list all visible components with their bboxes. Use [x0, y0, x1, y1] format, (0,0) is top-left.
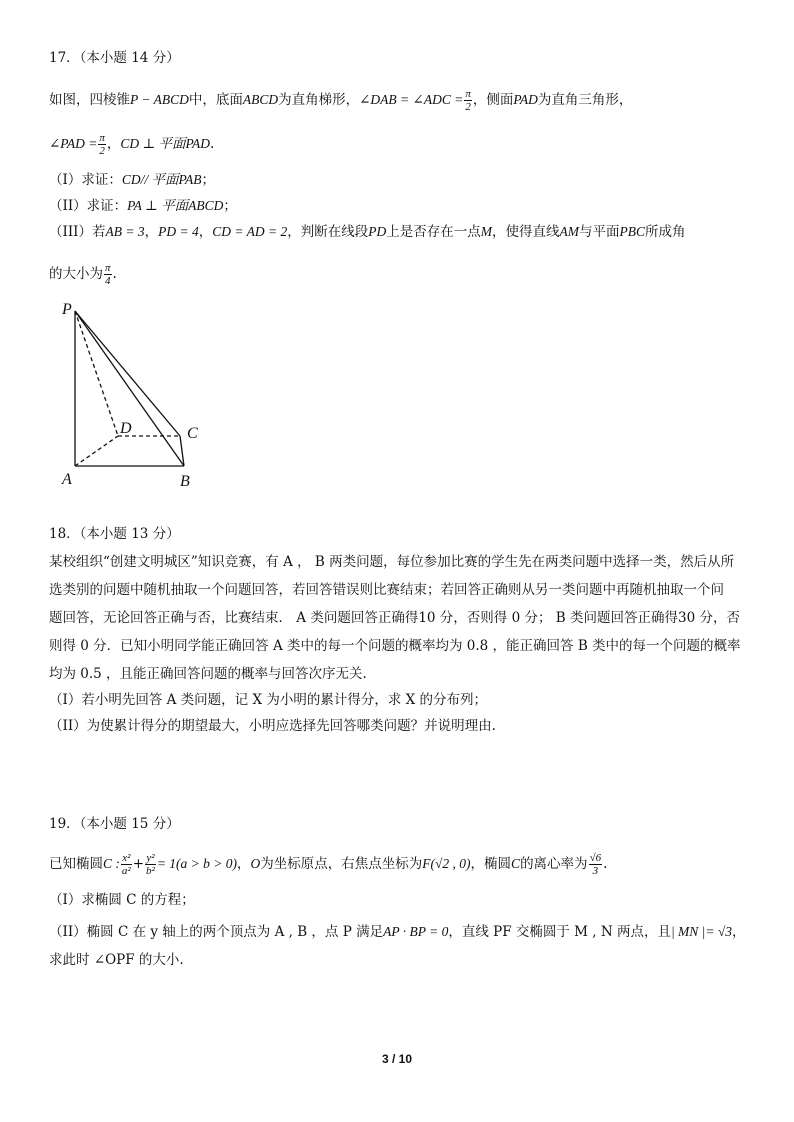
q18-heading: 18．（本小题 13 分） [49, 526, 180, 542]
math: C [511, 856, 521, 871]
math: | MN |= √3 [670, 924, 733, 939]
edge-PD [75, 311, 118, 436]
q18-line4: 则得 0 分．已知小明同学能正确回答 A 类中的每一个问题的概率均为 0.8 ，能正确回答 B 类中的每一个问题的概率 [49, 638, 741, 654]
edge-PB [75, 311, 184, 466]
math: PBC [619, 224, 645, 239]
q17-part1 [49, 170, 749, 190]
text: ，使得直线 [491, 224, 560, 240]
denominator: 4 [105, 275, 111, 287]
math: P − ABCD [130, 92, 189, 107]
text: ； [201, 172, 215, 188]
text: ， [198, 224, 213, 240]
text: 与平面 [578, 224, 620, 240]
fraction-pi-over-4 [104, 262, 112, 287]
label-D: D [120, 420, 132, 437]
math: C : [103, 856, 120, 871]
q17-line1 [49, 88, 749, 113]
pyramid-figure [50, 296, 220, 496]
math: PAD [513, 92, 538, 107]
text: 所成角 [644, 224, 686, 240]
q18-line1: 某校组织“创建文明城区”知识竞赛，有 A ， B 两类问题，每位参加比赛的学生先在两类问题中选择一类，然后从所 [49, 554, 735, 570]
text: 的大小为 [49, 266, 103, 282]
denominator: b² [146, 865, 155, 877]
q18-line2: 选类别的问题中随机抽取一个问题回答，若回答错误则比赛结束；若回答正确则从另一类问题中再随机抽取一个问 [49, 582, 724, 598]
fraction-pi-over-2 [98, 132, 106, 157]
math: AB = 3 [105, 224, 145, 239]
math: = 1(a > b > 0) [156, 856, 238, 871]
text: ，直线 PF 交椭圆于 M , N 两点，且 [448, 924, 671, 940]
math: AP · BP = 0 [383, 924, 449, 939]
numerator: y² [146, 852, 155, 864]
math: ∠DAB = ∠ADC = [359, 92, 464, 107]
text: 上是否存在一点 [386, 224, 481, 240]
text: . [603, 856, 608, 872]
text: 如图，四棱锥 [49, 92, 130, 108]
math: AM [559, 224, 579, 239]
numerator: π [465, 88, 471, 100]
text: 的离心率为 [520, 856, 588, 872]
fraction-x2-over-a2 [121, 852, 132, 877]
text: . [112, 266, 117, 282]
text: （II）求证： [49, 198, 128, 214]
fraction-sqrt6-over-3 [589, 852, 603, 877]
text: ， [144, 224, 159, 240]
text: 为直角梯形， [278, 92, 360, 108]
q19-part2 [49, 922, 749, 942]
q18-part1: （I）若小明先回答 A 类问题，记 X 为小明的累计得分，求 X 的分布列； [49, 692, 488, 708]
q19-part1: （I）求椭圆 C 的方程； [49, 892, 195, 908]
text: + [132, 856, 144, 872]
text: （I）求证： [49, 172, 122, 188]
q17-part3 [49, 222, 749, 242]
math: CD ⊥ 平面PAD [120, 136, 211, 151]
math: ABCD [242, 92, 279, 107]
label-B: B [180, 473, 190, 490]
text: ； [223, 198, 237, 214]
q19-heading: 19．（本小题 15 分） [49, 816, 180, 832]
numerator: x² [122, 852, 131, 864]
math: M [480, 224, 492, 239]
denominator: a² [121, 865, 131, 877]
math: PD = 4 [158, 224, 199, 239]
text: ，判断在线段 [287, 224, 369, 240]
math: F(√2 , 0) [422, 856, 471, 871]
math: PD [368, 224, 387, 239]
fraction-y2-over-b2 [145, 852, 156, 877]
q19-line1 [49, 852, 749, 877]
math: CD = AD = 2 [212, 224, 288, 239]
text: （II）椭圆 C 在 y 轴上的两个顶点为 A , B ，点 P 满足 [49, 924, 384, 940]
text: 中，底面 [188, 92, 243, 108]
text: （III）若 [49, 224, 106, 240]
math: PA ⊥ 平面ABCD [127, 198, 224, 213]
text: 为坐标原点，右焦点坐标为 [260, 856, 423, 872]
label-C: C [187, 425, 198, 442]
text: ，椭圆 [470, 856, 512, 872]
edge-PC [75, 311, 180, 436]
math: ∠PAD = [49, 136, 98, 151]
numerator: π [99, 132, 105, 144]
edge-AD [75, 436, 118, 466]
label-P: P [62, 301, 72, 318]
denominator: 2 [99, 145, 105, 157]
label-A: A [62, 471, 72, 488]
q17-part3-cont [49, 262, 749, 287]
q17-heading: 17．（本小题 14 分） [49, 50, 180, 66]
text: ， [732, 924, 746, 940]
text: 为直角三角形， [537, 92, 633, 108]
math: O [250, 856, 261, 871]
fraction-pi-over-2 [464, 88, 472, 113]
denominator: 3 [592, 865, 599, 877]
numerator: √6 [589, 852, 602, 864]
text: 已知椭圆 [49, 856, 103, 872]
text: ， [237, 856, 251, 872]
q17-part2 [49, 196, 749, 216]
math: CD// 平面PAB [121, 172, 202, 187]
q18-part2: （II）为使累计得分的期望最大，小明应选择先回答哪类问题？并说明理由. [49, 718, 496, 734]
q19-part2-cont: 求此时 ∠OPF 的大小. [49, 952, 184, 968]
q18-line5: 均为 0.5 ，且能正确回答问题的概率与回答次序无关. [49, 666, 367, 682]
page-number: 3 / 10 [381, 1052, 413, 1066]
q18-line3: 题回答，无论回答正确与否，比赛结束． A 类问题回答正确得10 分，否则得 0 分； B 类问题回答正确得30 分，否 [49, 610, 740, 626]
text: ， [106, 136, 121, 152]
denominator: 2 [465, 101, 471, 113]
q17-line2 [49, 132, 749, 157]
text: ，侧面 [472, 92, 514, 108]
text: . [210, 136, 215, 152]
numerator: π [105, 262, 111, 274]
